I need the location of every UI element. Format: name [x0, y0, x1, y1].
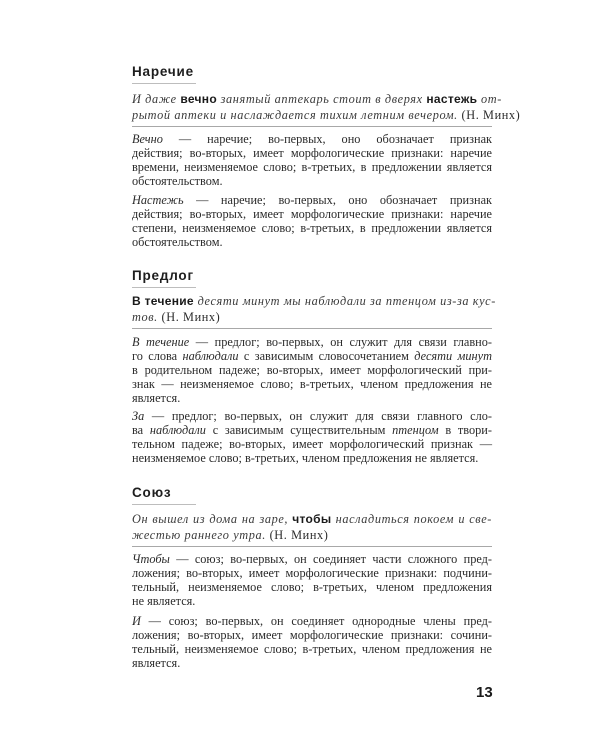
- highlight-word: настежь: [426, 92, 478, 106]
- example-divider: [132, 546, 492, 547]
- textbook-page: Наречие И даже вечно занятый аптекарь стоит в дверях настежь от- рытой аптеки и наслаждается тихим летним вечером. (Н. Минх) Вечно — наречие; во-первых, оно обозначает признак действия; во-вторых, имеет морфологические признаки: наречие времени, неизменяемое слово; в-третьих, в предложении является обстоятельством. Настежь — наречие; во-первых, оно обозначает признак действия; во-вторых, имеет морфологические признаки: наречие степени, неизменяемое слово; в-третьих, в предложении является обстоятельством. Предлог В течение десяти минут мы наблюдали за птенцом из-за кус- тов. (Н. Минх) В течение — предлог; во-первых, он служит для связи главно- го слова наблюдали с зависимым словосочетанием десяти минут в родительном падеже; во-вторых, имеет морфологический при- знак — неизменяемое слово; в-третьих, членом предложения не является. За — предлог; во-первых, он служит для связи главного сло- ва наблюдали с зависимым существительным птенцом в твори- тельном падеже; во-вторых, имеет морфологический признак — неизменяемое слово; в-третьих, членом предложения не является. Союз Он вышел из дома на заре, чтобы насладиться покоем и све- жестью раннего утра. (Н. Минх) Чтобы — союз; во-первых, он соединяет части сложного пред- ложения; во-вторых, имеет морфологические признаки: подчини- тельный, неизменяемое слово; в-третьих, членом предложения не является. И — союз; во-первых, он соединяет однородные члены пред- ложения; во-вторых, имеет морфологические признаки: сочини- тельный, неизменяемое слово; в-третьих, членом предложения не является. 13: [132, 64, 521, 701]
- page-number: 13: [476, 684, 493, 701]
- term-word: За: [132, 409, 145, 423]
- example-divider: [132, 328, 492, 329]
- example-divider: [132, 126, 492, 127]
- example-line: рытой аптеки и наслаждается тихим летним вечером. (Н. Минх): [132, 108, 521, 122]
- example-source: (Н. Минх): [457, 108, 521, 122]
- example-line: В течение десяти минут мы наблюдали за птенцом из-за кус-: [132, 294, 496, 308]
- term-word: Чтобы: [132, 552, 170, 566]
- heading-underline: [132, 83, 196, 84]
- section-heading-adverb: Наречие: [132, 64, 194, 79]
- highlight-word: чтобы: [292, 512, 332, 526]
- example-source: (Н. Минх): [265, 528, 329, 542]
- highlight-word: вечно: [180, 92, 217, 106]
- example-line: тов. (Н. Минх): [132, 310, 221, 324]
- heading-underline: [132, 287, 196, 288]
- section-heading-preposition: Предлог: [132, 268, 194, 283]
- example-source: (Н. Минх): [157, 310, 221, 324]
- example-line: Он вышел из дома на заре, чтобы насладиться покоем и све-: [132, 512, 492, 526]
- highlight-word: В течение: [132, 294, 194, 308]
- heading-underline: [132, 504, 196, 505]
- section-heading-conjunction: Союз: [132, 485, 172, 500]
- term-word: В течение: [132, 335, 190, 349]
- example-line: жестью раннего утра. (Н. Минх): [132, 528, 329, 542]
- term-word: И: [132, 614, 141, 628]
- example-line: И даже вечно занятый аптекарь стоит в дверях настежь от-: [132, 92, 502, 106]
- term-word: Вечно: [132, 132, 163, 146]
- term-word: Настежь: [132, 193, 184, 207]
